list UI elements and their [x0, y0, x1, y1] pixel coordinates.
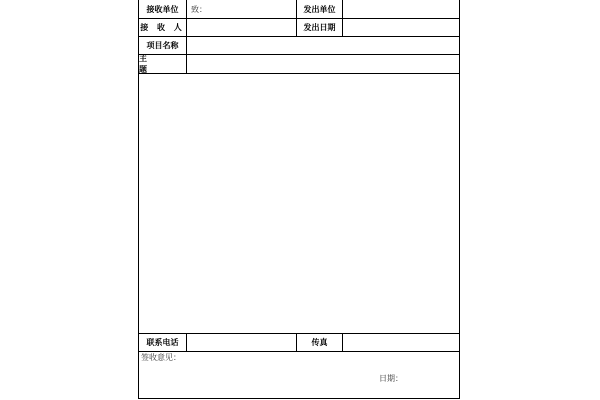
recipient-unit-field[interactable]: 致：: [187, 0, 297, 18]
recipient-unit-label: 接收单位: [139, 0, 187, 18]
sender-unit-field[interactable]: [343, 0, 459, 18]
sign-off-label: 签收意见：: [141, 353, 181, 362]
fax-label: 传真: [297, 333, 343, 351]
recipient-label-text: 接 收 人: [140, 23, 185, 32]
row-project-name: [139, 37, 459, 55]
row-subject: [139, 55, 459, 74]
recipient-field[interactable]: [187, 19, 297, 36]
row-recipient: [139, 19, 459, 37]
phone-field[interactable]: [187, 333, 297, 351]
send-date-label: 发出日期: [297, 19, 343, 36]
subject-field[interactable]: [187, 55, 459, 73]
subject-label-text: 主 题: [139, 54, 157, 74]
row-contact: [139, 333, 459, 352]
transmittal-form: [138, 0, 460, 399]
send-date-field[interactable]: [343, 19, 459, 36]
recipient-label: [139, 19, 187, 36]
fax-field[interactable]: [343, 333, 459, 351]
sender-unit-label: 发出单位: [297, 0, 343, 18]
subject-label: [139, 55, 187, 73]
sign-off-date-label: 日期：: [379, 374, 403, 383]
project-name-field[interactable]: [187, 37, 459, 54]
phone-label: 联系电话: [139, 333, 187, 351]
row-recipient-unit: [139, 0, 459, 19]
project-name-label: 项目名称: [139, 37, 187, 54]
content-area[interactable]: [139, 74, 459, 334]
